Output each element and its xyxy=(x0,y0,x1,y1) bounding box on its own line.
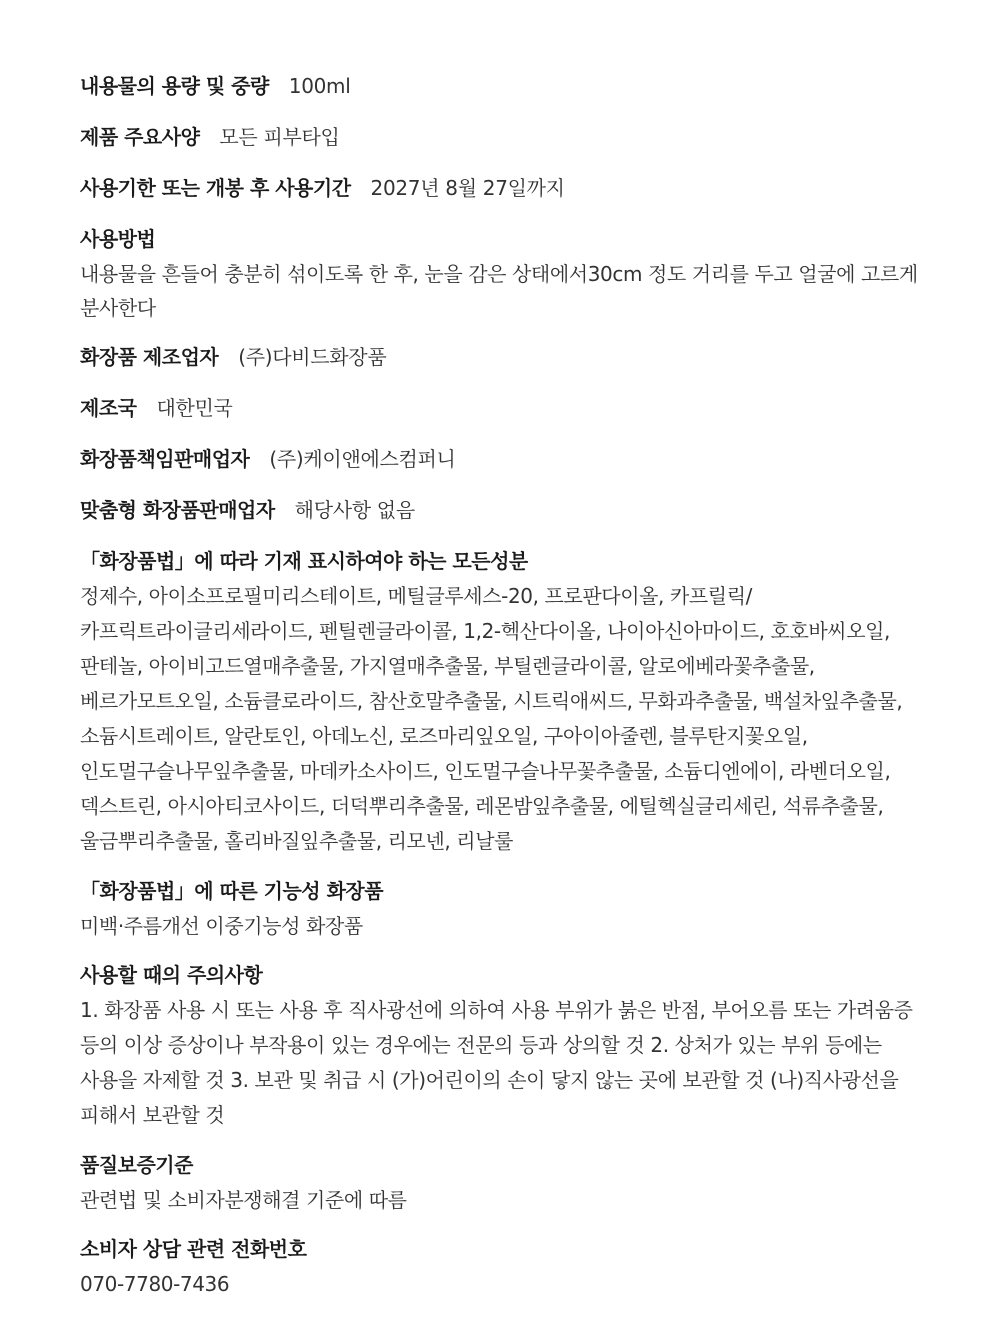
phone-row xyxy=(80,1231,942,1301)
cautions-row xyxy=(80,957,942,1133)
ingredients-label: 「화장품법」에 따라 기재 표시하여야 하는 모든성분 xyxy=(80,549,528,573)
seller-label: 화장품책임판매업자 xyxy=(80,447,250,471)
quality-label: 품질보증기준 xyxy=(80,1153,193,1177)
cautions-label: 사용할 때의 주의사항 xyxy=(80,963,263,987)
volume-row xyxy=(80,68,942,104)
custom-seller-row xyxy=(80,492,942,528)
usage-label: 사용방법 xyxy=(80,227,156,251)
spec-value: 모든 피부타입 xyxy=(219,125,340,149)
expiry-row xyxy=(80,170,942,206)
manufacturer-row xyxy=(80,339,942,375)
seller-row xyxy=(80,441,942,477)
manufacturer-value: (주)다비드화장품 xyxy=(238,345,387,369)
functional-row xyxy=(80,873,942,943)
spec-row xyxy=(80,119,942,155)
volume-value: 100ml xyxy=(288,74,351,98)
functional-value: 미백·주름개선 이중기능성 화장품 xyxy=(80,914,363,938)
phone-value: 070-7780-7436 xyxy=(80,1272,230,1296)
custom-seller-label: 맞춤형 화장품판매업자 xyxy=(80,498,275,522)
expiry-value: 2027년 8월 27일까지 xyxy=(370,176,565,200)
quality-value: 관련법 및 소비자분쟁해결 기준에 따름 xyxy=(80,1188,407,1212)
spec-label: 제품 주요사양 xyxy=(80,125,200,149)
ingredients-value: 정제수, 아이소프로필미리스테이트, 메틸글루세스-20, 프로판다이올, 카프릴릭/카프릭트라이글리세라이드, 펜틸렌글라이콜, 1,2-헥산다이올, 나이아신아마이드, 호호바씨오일, 판테놀, 아이비고드열매추출물, 가지열매추출물, 부틸렌글라이콜, 알로에베라꽃추출물, 베르가모트오일, 소듐클로라이드, 참산호말추출물, 시트릭애씨드, 무화과추출물, 백설차잎추출물, 소듐시트레이트, 알란토인, 아데노신, 로즈마리잎오일, 구아이아줄렌, 블루탄지꽃오일, 인도멀구슬나무잎추출물, 마데카소사이드, 인도멀구슬나무꽃추출물, 소듐디엔에이, 라벤더오일, 덱스트린, 아시아티코사이드, 더덕뿌리추출물, 레몬밤잎추출물, 에틸헥실글리세린, 석류추출물, 울금뿌리추출물, 홀리바질잎추출물, 리모넨, 리날룰 xyxy=(80,584,903,853)
custom-seller-value: 해당사항 없음 xyxy=(294,498,415,522)
quality-row xyxy=(80,1147,942,1217)
cautions-value: 1. 화장품 사용 시 또는 사용 후 직사광선에 의하여 사용 부위가 붉은 반점, 부어오름 또는 가려움증 등의 이상 증상이나 부작용이 있는 경우에는 전문의 등과 상의할 것 2. 상처가 있는 부위 등에는 사용을 자제할 것 3. 보관 및 취급 시 (가)어린이의 손이 닿지 않는 곳에 보관할 것 (나)직사광선을 피해서 보관할 것 xyxy=(80,998,913,1127)
usage-value: 내용물을 흔들어 충분히 섞이도록 한 후, 눈을 감은 상태에서30cm 정도 거리를 두고 얼굴에 고르게 분사한다 xyxy=(80,262,918,320)
functional-label: 「화장품법」에 따른 기능성 화장품 xyxy=(80,879,384,903)
volume-label: 내용물의 용량 및 중량 xyxy=(80,74,269,98)
manufacturer-label: 화장품 제조업자 xyxy=(80,345,219,369)
usage-row xyxy=(80,221,942,325)
ingredients-row xyxy=(80,543,942,859)
country-row xyxy=(80,390,942,426)
expiry-label: 사용기한 또는 개봉 후 사용기간 xyxy=(80,176,351,200)
country-value: 대한민국 xyxy=(156,396,233,420)
phone-label: 소비자 상담 관련 전화번호 xyxy=(80,1237,307,1261)
seller-value: (주)케이앤에스컴퍼니 xyxy=(269,447,456,471)
country-label: 제조국 xyxy=(80,396,137,420)
